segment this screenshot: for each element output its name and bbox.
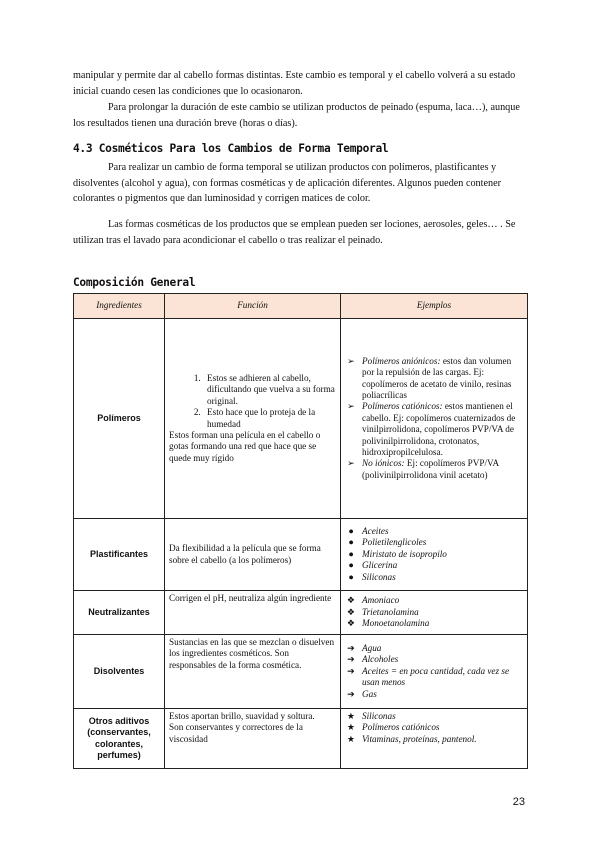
list-item: ● Aceites (345, 526, 523, 537)
examples-cell (341, 519, 528, 591)
list-item: ★ Siliconas (346, 711, 396, 721)
function-cell: Da flexibilidad a la película que se forma sobre el cabello (a los polímeros) (165, 519, 341, 591)
arrow-bullet-icon: ➢ (347, 458, 355, 469)
table-row (74, 635, 528, 709)
examples-list (345, 711, 523, 745)
list-item: ❖ Amoniaco (346, 595, 400, 606)
list-item: ❖ Monoetanolamina (346, 618, 430, 629)
function-list-item: 2. Esto hace que lo proteja de la humedad (203, 407, 336, 430)
list-item: ● Polietilenglicoles (345, 537, 523, 548)
examples-cell (341, 591, 528, 635)
examples-cell (341, 635, 528, 709)
examples-list (345, 643, 523, 700)
list-item (345, 401, 523, 458)
star-bullet-icon: ★ (346, 733, 356, 744)
list-item: ● Miristato de isopropilo (345, 549, 523, 560)
function-cell (165, 319, 341, 519)
list-item: ➔ Agua (345, 643, 523, 654)
star-bullet-icon: ★ (346, 711, 356, 721)
intro-paragraph-2: Para prolongar la duración de este cambio se utilizan productos de peinado (espuma, laca…), aunque los resultados tienen una duración breve (horas o días). (73, 102, 520, 129)
list-item: ➔ Alcoholes (345, 654, 523, 665)
function-text: Estos forman una película en el cabello o gotas formando una red que hace que se quede muy rígido (169, 429, 321, 463)
arrow-bullet-icon: ➢ (347, 355, 355, 366)
examples-list (345, 526, 523, 583)
list-item: ★ Vitaminas, proteínas, pantenol. (346, 733, 477, 744)
list-item (345, 458, 523, 481)
function-cell: Corrigen el pH, neutraliza algún ingrediente (165, 591, 341, 635)
list-item: ➔ Aceites = en poca cantidad, cada vez se usan menos (345, 666, 523, 689)
ingredient-cell: Neutralizantes (74, 591, 165, 635)
list-item: ➔ Gas (345, 689, 523, 700)
section-heading: 4.3 Cosméticos Para los Cambios de Forma Temporal (73, 142, 389, 155)
composition-table (73, 293, 528, 769)
arrow-right-icon: ➔ (347, 665, 355, 676)
section-paragraph-1: Para realizar un cambio de forma temporal se utilizan productos con polímeros, plastificantes y disolventes (alcohol y agua), con formas cosméticas y de aplicación diferentes. Algunos pueden contener colorantes o pigmentos que dan luminosidad y corrigen matices de color. (73, 162, 502, 205)
example-label: No iónicos: (362, 458, 405, 469)
list-item: ★ Polímeros catiónicos (346, 722, 440, 733)
example-text: estos dan volumen por la repulsión de las cargas. Ej: copolímeros de acetato de vinilo, resinas poliacrílicas (362, 355, 512, 400)
arrow-bullet-icon: ➢ (347, 401, 355, 412)
list-item: ● Glicerina (345, 560, 523, 571)
header-ingredientes: Ingredientes (74, 294, 165, 319)
table-row (74, 519, 528, 591)
example-label: Polímeros aniónicos: (362, 355, 441, 366)
diamond-bullet-icon: ❖ (346, 618, 356, 629)
page-number: 23 (512, 796, 525, 808)
diamond-bullet-icon: ❖ (346, 595, 356, 606)
arrow-right-icon: ➔ (347, 654, 355, 665)
header-ejemplos: Ejemplos (341, 294, 528, 319)
diamond-bullet-icon: ❖ (346, 606, 356, 617)
list-item: ● Siliconas (345, 572, 523, 583)
composition-heading: Composición General (73, 276, 196, 289)
example-text: estos mantienen el cabello. Ej: copolímeros cuaternizados de vinilpirrolidona, copolímeros PVP/VA de polivinilpirrolidona, crotonatos, hidroxipropilcelulosa. (362, 401, 516, 458)
table-row (74, 709, 528, 769)
function-list (169, 373, 336, 430)
table-row (74, 319, 528, 519)
star-bullet-icon: ★ (346, 722, 356, 733)
list-item (345, 356, 523, 402)
dot-bullet-icon: ● (348, 560, 354, 571)
list-item: ❖ Trietanolamina (346, 606, 419, 617)
dot-bullet-icon: ● (348, 571, 354, 582)
examples-list (345, 356, 523, 481)
examples-cell (341, 319, 528, 519)
header-funcion: Función (165, 294, 341, 319)
intro-paragraph-1: manipular y permite dar al cabello formas distintas. Este cambio es temporal y el cabello volverá a su estado inicial cuando cesen las condiciones que lo ocasionaron. (73, 70, 516, 97)
ingredient-cell: Polímeros (74, 319, 165, 519)
function-list-item: 1. Estos se adhieren al cabello, dificultando que vuelva a su forma original. (203, 373, 336, 407)
dot-bullet-icon: ● (348, 537, 354, 548)
example-label: Polímeros catiónicos: (362, 401, 443, 412)
examples-cell (341, 709, 528, 769)
arrow-right-icon: ➔ (347, 688, 355, 699)
ingredient-cell: Otros aditivos (conservantes, colorantes, perfumes) (74, 709, 165, 769)
ingredient-cell: Disolventes (74, 635, 165, 709)
arrow-right-icon: ➔ (347, 642, 355, 653)
dot-bullet-icon: ● (348, 548, 354, 559)
section-paragraph-2: Las formas cosméticas de los productos que se emplean pueden ser lociones, aerosoles, geles… . Se utilizan tras el lavado para acondicionar el cabello o tras realizar el peinado. (73, 219, 516, 246)
table-header-row (74, 294, 528, 319)
function-cell: Sustancias en las que se mezclan o disuelven los ingredientes cosméticos. Son responsables de la forma cosmética. (165, 635, 341, 709)
table-row (74, 591, 528, 635)
examples-list (345, 595, 523, 629)
function-cell: Estos aportan brillo, suavidad y soltura. Son conservantes y correctores de la viscosidad (165, 709, 341, 769)
dot-bullet-icon: ● (348, 525, 354, 536)
ingredient-cell: Plastificantes (74, 519, 165, 591)
example-text: Ej: copolímeros PVP/VA (polivinilpirrolidona vinil acetato) (362, 458, 499, 480)
